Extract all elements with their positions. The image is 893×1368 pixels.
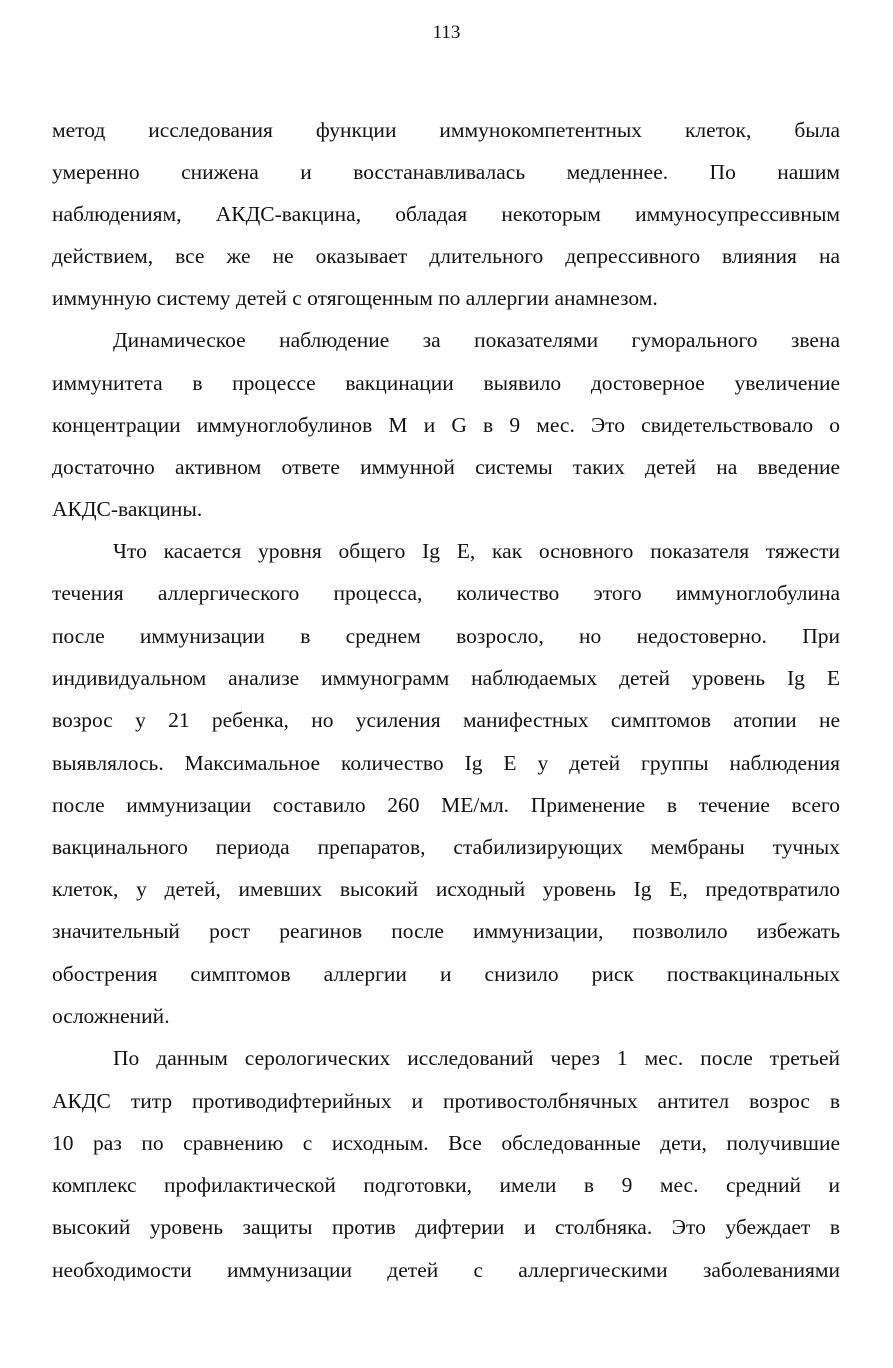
text-line: комплекс профилактической подготовки, имели в 9 мес. средний и (52, 1173, 840, 1197)
text-line: значительный рост реагинов после иммунизации, позволило избежать (52, 919, 840, 943)
text-line: обострения симптомов аллергии и снизило риск поствакцинальных (52, 962, 840, 986)
text-line: АКДС-вакцины. (52, 497, 203, 521)
text-line: выявлялось. Максимальное количество Ig E у детей группы наблюдения (52, 751, 840, 775)
text-line: индивидуальном анализе иммунограмм наблюдаемых детей уровень Ig E (52, 666, 840, 690)
text-line: концентрации иммуноглобулинов M и G в 9 мес. Это свидетельствовало о (52, 413, 840, 437)
text-line: 10 раз по сравнению с исходным. Все обследованные дети, получившие (52, 1131, 840, 1155)
text-line: метод исследования функции иммунокомпетентных клеток, была (52, 118, 840, 142)
text-line: после иммунизации составило 260 МЕ/мл. Применение в течение всего (52, 793, 840, 817)
text-line: осложнений. (52, 1004, 170, 1028)
text-line: По данным серологических исследований через 1 мес. после третьей (113, 1046, 840, 1070)
text-line: иммунитета в процессе вакцинации выявило достоверное увеличение (52, 371, 840, 395)
page-number: 113 (432, 22, 461, 43)
text-line: Динамическое наблюдение за показателями гуморального звена (113, 328, 840, 352)
text-line: возрос у 21 ребенка, но усиления манифестных симптомов атопии не (52, 708, 840, 732)
text-line: вакцинального периода препаратов, стабилизирующих мембраны тучных (52, 835, 840, 859)
text-line: течения аллергического процесса, количество этого иммуноглобулина (52, 581, 840, 605)
text-line: наблюдениям, АКДС-вакцина, обладая некоторым иммуносупрессивным (52, 202, 840, 226)
text-line: Что касается уровня общего Ig E, как основного показателя тяжести (113, 539, 840, 563)
text-line: АКДС титр противодифтерийных и противостолбнячных антител возрос в (52, 1089, 840, 1113)
text-line: иммунную систему детей с отягощенным по аллергии анамнезом. (52, 286, 658, 310)
text-line: достаточно активном ответе иммунной системы таких детей на введение (52, 455, 840, 479)
text-line: умеренно снижена и восстанавливалась медленнее. По нашим (52, 160, 840, 184)
text-line: после иммунизации в среднем возросло, но недостоверно. При (52, 624, 840, 648)
text-line: необходимости иммунизации детей с аллергическими заболеваниями (52, 1258, 840, 1282)
text-line: клеток, у детей, имевших высокий исходный уровень Ig E, предотвратило (52, 877, 840, 901)
text-line: действием, все же не оказывает длительного депрессивного влияния на (52, 244, 840, 268)
text-line: высокий уровень защиты против дифтерии и столбняка. Это убеждает в (52, 1215, 840, 1239)
